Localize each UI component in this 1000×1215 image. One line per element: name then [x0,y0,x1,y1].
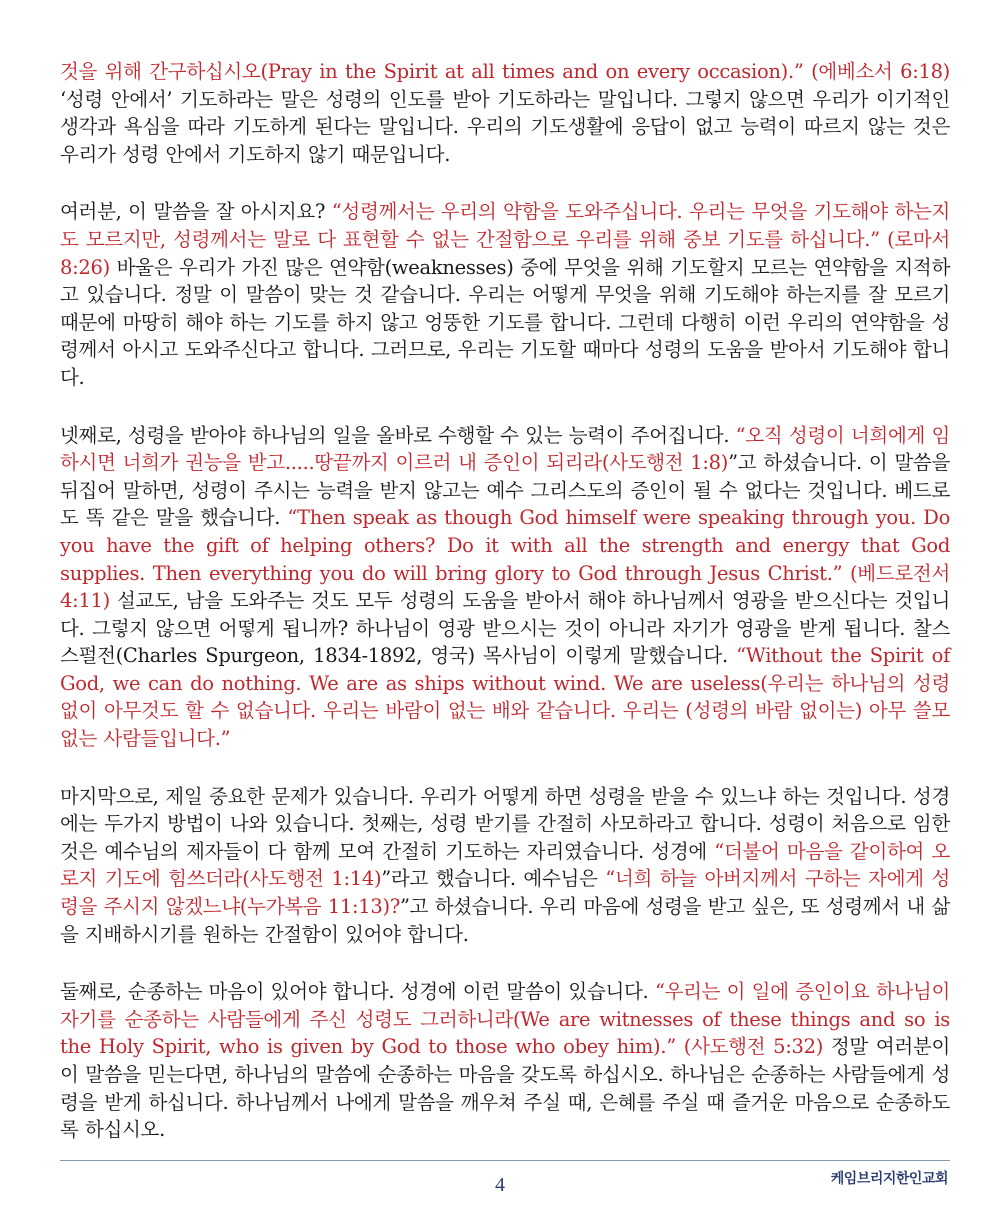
scripture-quote: “성령께서는 우리의 약함을 도와주십니다. 우리는 무엇을 기도해야 하는지도 모르지만, 성령께서는 말로 다 표현할 수 없는 간절함으로 우리를 위해 중보 기도를 하십니다.” (로마서 8:26) [60,200,951,279]
body-text: ”라고 했습니다. 예수님은 [381,867,606,891]
body-text: 마지막으로, 제일 중요한 문제가 있습니다. 우리가 어떻게 하면 성령을 받을 수 있느냐 하는 것입니다. 성경에는 두가지 방법이 나와 있습니다. 첫째는, 성령 받기를 간절히 사모하라고 합니다. 성령이 처음으로 임한 것은 예수님의 제자들이 다 함께 모여 간절히 기도하는 자리였습니다. 성경에 [60,784,950,863]
body-text: 정말 여러분이 이 말씀을 믿는다면, 하나님의 말씀에 순종하는 마음을 갖도록 하십시오. 하나님은 순종하는 사람들에게 성령을 받게 하십니다. 하나님께서 나에게 말씀을 깨우쳐 주실 때, 은혜를 주실 때 즐거운 마음으로 순종하도록 하십시오. [60,1035,950,1142]
body-text: 여러분, 이 말씀을 잘 아시지요? [60,200,332,224]
body-text: 설교도, 남을 도와주는 것도 모두 성령의 도움을 받아서 해야 하나님께서 영광을 받으신다는 것입니다. 그렇지 않으면 어떻게 됩니까? 하나님이 영광 받으시는 것이 아니라 자기가 영광을 받게 됩니다. 찰스 스펄전(Charles Spurgeon, 1834-1892, 영국) 목사님이 이렇게 말했습니다. [60,589,950,668]
body-text: ”고 하셨습니다. 우리 마음에 성령을 받고 싶은, 또 성령께서 내 삶을 지배하시기를 원하는 간절함이 있어야 합니다. [60,895,950,946]
footer-divider [60,1160,950,1161]
scripture-quote: “Then speak as though God himself were speaking through you. Do you have the gift of helping others? Do it with all the strength and energy that God supplies. Then everything you do will bring glory to God through Jesus Christ.” (베드로전서 4:11) [60,506,951,613]
body-text: ‘성령 안에서’ 기도하라는 말은 성령의 인도를 받아 기도하라는 말입니다. 그렇지 않으면 우리가 이기적인 생각과 욕심을 따라 기도하게 된다는 말입니다. 우리의 기도생활에 응답이 없고 능력이 따르지 않는 것은 우리가 성령 안에서 기도하지 않기 때문입니다. [60,87,950,166]
scripture-quote: 것을 위해 간구하십시오(Pray in the Spirit at all times and on every occasion).” (에베소서 6:18) [60,60,950,83]
paragraph-last-desire [60,783,950,949]
scripture-quote: “더불어 마음을 같이하여 오로지 기도에 힘쓰더라(사도행전 1:14) [60,839,950,891]
scripture-quote: “오직 성령이 너희에게 임하시면 너희가 권능을 받고.....땅끝까지 이르러 내 증인이 되리라(사도행전 1:8) [60,423,950,475]
church-name: 케임브리지한인교회 [830,1171,948,1187]
body-text: 넷째로, 성령을 받아야 하나님의 일을 올바로 수행할 수 있는 능력이 주어집니다. [60,423,736,447]
paragraph-prayer-in-spirit [60,58,950,168]
paragraph-fourth-power [60,422,950,753]
body-text: ”고 하셨습니다. 이 말씀을 뒤집어 말하면, 성령이 주시는 능력을 받지 않고는 예수 그리스도의 증인이 될 수 없다는 것입니다. 베드로도 똑 같은 말을 했습니다. [60,451,950,530]
sermon-page [60,58,950,1174]
spurgeon-quote: “Without the Spirit of God, we can do nothing. We are as ships without wind. We are useless(우리는 하나님의 성령 없이 아무것도 할 수 없습니다. 우리는 바람이 없는 배와 같습니다. 우리는 (성령의 바람 없이는) 아무 쓸모 없는 사람들입니다.” [60,644,951,751]
paragraph-spirit-helps-weakness [60,198,950,391]
paragraph-second-obedience [60,978,950,1144]
scripture-quote: “우리는 이 일에 증인이요 하나님이 자기를 순종하는 사람들에게 주신 성령도 그러하니라(We are witnesses of these things and so is the Holy Spirit, who is given by God to those who obey him).” (사도행전 5:32) [60,980,950,1059]
page-number: 4 [495,1174,505,1196]
scripture-quote: “너희 하늘 아버지께서 구하는 자에게 성령을 주시지 않겠느냐(누가복음 11:13)? [60,867,950,919]
body-text: 둘째로, 순종하는 마음이 있어야 합니다. 성경에 이런 말씀이 있습니다. [60,980,655,1004]
body-text: 바울은 우리가 가진 많은 연약함(weaknesses) 중에 무엇을 위해 기도할지 모르는 연약함을 지적하고 있습니다. 정말 이 말씀이 맞는 것 같습니다. 우리는 어떻게 무엇을 위해 기도해야 하는지를 잘 모르기 때문에 마땅히 해야 하는 기도를 하지 않고 엉뚱한 기도를 합니다. 그런데 다행히 이런 우리의 연약함을 성령께서 아시고 도와주신다고 합니다. 그러므로, 우리는 기도할 때마다 성령의 도움을 받아서 기도해야 합니다. [60,255,950,389]
